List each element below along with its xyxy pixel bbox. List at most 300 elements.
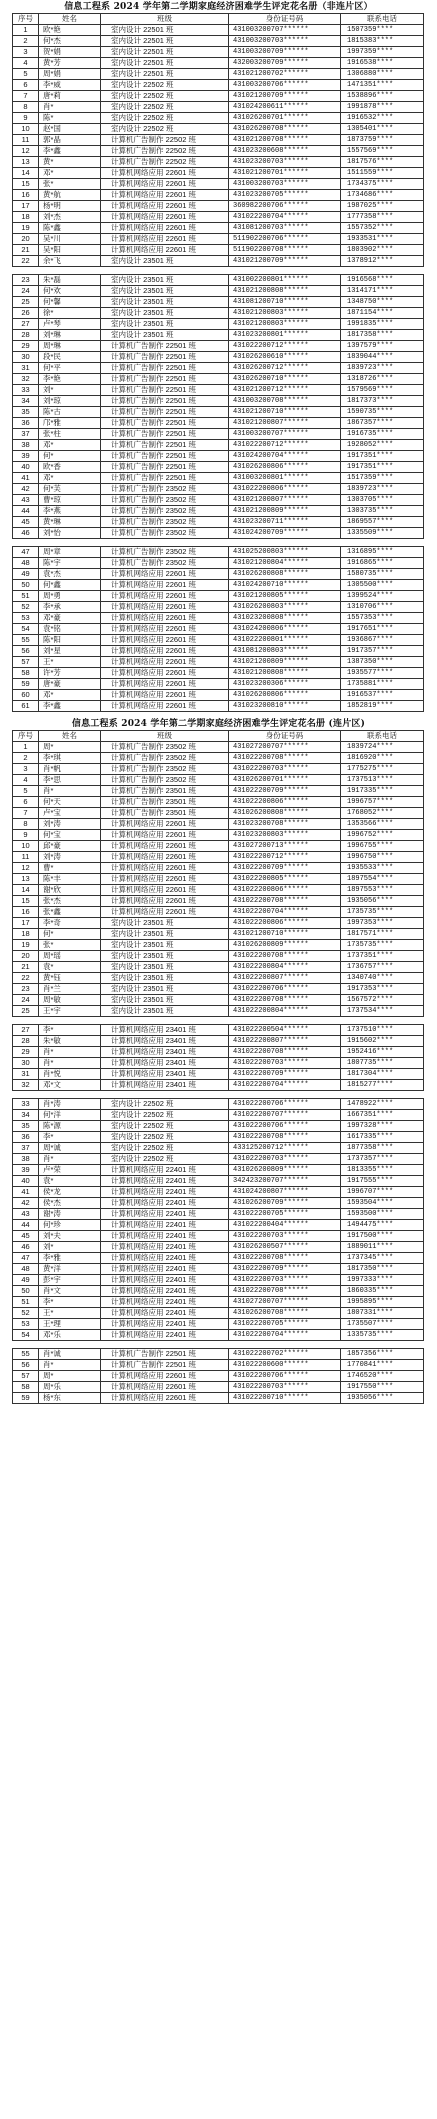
cell-id: 431022200709****** — [229, 1069, 341, 1080]
table-row — [13, 157, 424, 168]
table-row — [13, 547, 424, 558]
table-row — [13, 363, 424, 374]
table-row — [13, 1121, 424, 1132]
cell-no: 48 — [13, 558, 39, 569]
cell-name: 贺*娟 — [39, 47, 101, 58]
cell-phone: 1353566**** — [341, 819, 424, 830]
cell-id: 431022200709****** — [229, 786, 341, 797]
table-row — [13, 1058, 424, 1069]
cell-class: 室内设计 23501 班 — [101, 275, 229, 286]
cell-phone: 1777358**** — [341, 212, 424, 223]
cell-name: 刘*夫 — [39, 1231, 101, 1242]
cell-id: 431022200703****** — [229, 1231, 341, 1242]
cell-class: 计算机网络应用 22601 班 — [101, 613, 229, 624]
table-row — [13, 190, 424, 201]
cell-no: 35 — [13, 1121, 39, 1132]
cell-no: 10 — [13, 124, 39, 135]
cell-id: 431022200703****** — [229, 1382, 341, 1393]
cell-id: 431023200711****** — [229, 517, 341, 528]
cell-no: 7 — [13, 91, 39, 102]
header-phone: 联系电话 — [341, 731, 424, 742]
cell-class: 室内设计 22502 班 — [101, 1143, 229, 1154]
cell-name: 袁* — [39, 1176, 101, 1187]
cell-name: 肖* — [39, 1360, 101, 1371]
cell-class: 计算机网络应用 22601 班 — [101, 819, 229, 830]
cell-phone: 1303735**** — [341, 506, 424, 517]
cell-no: 58 — [13, 1382, 39, 1393]
cell-name: 李* — [39, 1297, 101, 1308]
cell-class: 计算机广告制作 23501 班 — [101, 808, 229, 819]
cell-id: 431081200710****** — [229, 297, 341, 308]
cell-id: 431081200803****** — [229, 646, 341, 657]
cell-id: 431026200808****** — [229, 569, 341, 580]
cell-class: 室内设计 22501 班 — [101, 36, 229, 47]
table-row — [13, 275, 424, 286]
table-row — [13, 1080, 424, 1091]
cell-id: 431022200708****** — [229, 896, 341, 907]
cell-no: 12 — [13, 146, 39, 157]
cell-no: 10 — [13, 841, 39, 852]
table-row — [13, 624, 424, 635]
cell-name: 王*理 — [39, 1319, 101, 1330]
cell-name: 周*章 — [39, 547, 101, 558]
cell-no: 35 — [13, 407, 39, 418]
header-no: 序号 — [13, 731, 39, 742]
cell-id: 433125200712****** — [229, 1143, 341, 1154]
cell-no: 49 — [13, 1275, 39, 1286]
cell-id: 431022200404****** — [229, 1220, 341, 1231]
cell-name: 邓* — [39, 168, 101, 179]
cell-name: 张*鑫 — [39, 907, 101, 918]
cell-class: 计算机广告制作 22501 班 — [101, 374, 229, 385]
cell-no: 21 — [13, 245, 39, 256]
cell-no: 51 — [13, 591, 39, 602]
cell-class: 计算机网络应用 22601 班 — [101, 646, 229, 657]
cell-phone: 1889011**** — [341, 1242, 424, 1253]
cell-class: 室内设计 22501 班 — [101, 25, 229, 36]
cell-class: 室内设计 22502 班 — [101, 91, 229, 102]
cell-id: 431023200306****** — [229, 679, 341, 690]
cell-class: 计算机广告制作 23502 班 — [101, 558, 229, 569]
cell-name: 何*杰 — [39, 36, 101, 47]
cell-phone: 1735507**** — [341, 1319, 424, 1330]
cell-id: 431022200708****** — [229, 1286, 341, 1297]
cell-phone: 1917500**** — [341, 1231, 424, 1242]
cell-class: 计算机广告制作 23502 班 — [101, 495, 229, 506]
table-row — [13, 396, 424, 407]
table-row — [13, 1275, 424, 1286]
cell-no: 20 — [13, 951, 39, 962]
cell-no: 57 — [13, 1371, 39, 1382]
cell-no: 16 — [13, 190, 39, 201]
cell-no: 54 — [13, 624, 39, 635]
cell-id: 431024200709****** — [229, 528, 341, 539]
cell-id: 431021200709****** — [229, 91, 341, 102]
table-row — [13, 135, 424, 146]
cell-no: 55 — [13, 1349, 39, 1360]
cell-name: 黄*钰 — [39, 973, 101, 984]
cell-name: 朱*磊 — [39, 275, 101, 286]
cell-no: 52 — [13, 602, 39, 613]
cell-class: 计算机网络应用 22401 班 — [101, 1187, 229, 1198]
cell-id: 431024200710****** — [229, 580, 341, 591]
table-row — [13, 168, 424, 179]
table-row — [13, 863, 424, 874]
cell-id: 431026200712****** — [229, 363, 341, 374]
table-row — [13, 918, 424, 929]
cell-id: 431022200708****** — [229, 1047, 341, 1058]
cell-no: 26 — [13, 308, 39, 319]
cell-name: 徐* — [39, 308, 101, 319]
cell-class: 计算机网络应用 23401 班 — [101, 1080, 229, 1091]
header-phone: 联系电话 — [341, 14, 424, 25]
cell-phone: 1917651**** — [341, 624, 424, 635]
cell-no: 34 — [13, 396, 39, 407]
cell-class: 室内设计 22502 班 — [101, 1110, 229, 1121]
cell-phone: 1917351**** — [341, 451, 424, 462]
cell-class: 计算机网络应用 22401 班 — [101, 1209, 229, 1220]
cell-name: 何* — [39, 451, 101, 462]
cell-no: 38 — [13, 440, 39, 451]
cell-class: 计算机网络应用 22401 班 — [101, 1275, 229, 1286]
cell-id: 431022200804****** — [229, 962, 341, 973]
cell-phone: 1817373**** — [341, 396, 424, 407]
cell-class: 计算机网络应用 22601 班 — [101, 668, 229, 679]
cell-no: 23 — [13, 275, 39, 286]
table-row — [13, 1047, 424, 1058]
cell-class: 计算机网络应用 22601 班 — [101, 602, 229, 613]
cell-phone: 1813355**** — [341, 1165, 424, 1176]
cell-class: 计算机网络应用 23401 班 — [101, 1025, 229, 1036]
cell-no: 22 — [13, 973, 39, 984]
cell-id: 431021200808****** — [229, 286, 341, 297]
cell-phone: 1538896**** — [341, 91, 424, 102]
table-row — [13, 1165, 424, 1176]
cell-name: 陈* — [39, 113, 101, 124]
cell-phone: 1348750**** — [341, 297, 424, 308]
cell-class: 计算机广告制作 22501 班 — [101, 440, 229, 451]
cell-no: 60 — [13, 690, 39, 701]
cell-id: 431023200808****** — [229, 613, 341, 624]
header-row — [13, 14, 424, 25]
cell-phone: 1916568**** — [341, 275, 424, 286]
table-row — [13, 58, 424, 69]
cell-name: 刘*涛 — [39, 852, 101, 863]
cell-id: 431021200805****** — [229, 591, 341, 602]
table-row — [13, 374, 424, 385]
table-row — [13, 613, 424, 624]
cell-name: 刘*涛 — [39, 819, 101, 830]
cell-phone: 1737513**** — [341, 775, 424, 786]
cell-phone: 1952416**** — [341, 1047, 424, 1058]
cell-class: 计算机广告制作 22501 班 — [101, 429, 229, 440]
cell-no: 31 — [13, 1069, 39, 1080]
cell-phone: 1817571**** — [341, 929, 424, 940]
table-row — [13, 1069, 424, 1080]
cell-id: 431081200703****** — [229, 223, 341, 234]
cell-no: 42 — [13, 484, 39, 495]
cell-id: 431022200807****** — [229, 1036, 341, 1047]
cell-name: 许*芳 — [39, 668, 101, 679]
cell-no: 52 — [13, 1308, 39, 1319]
cell-phone: 1987025**** — [341, 201, 424, 212]
cell-id: 431022200806****** — [229, 885, 341, 896]
table-row — [13, 951, 424, 962]
cell-id: 431003200707****** — [229, 25, 341, 36]
cell-phone: 1557353**** — [341, 613, 424, 624]
cell-phone: 1667351**** — [341, 1110, 424, 1121]
cell-no: 30 — [13, 352, 39, 363]
cell-id: 342423200707****** — [229, 1176, 341, 1187]
cell-no: 29 — [13, 1047, 39, 1058]
cell-name: 李*威 — [39, 80, 101, 91]
cell-id: 431022200710****** — [229, 1393, 341, 1404]
cell-phone: 1917555**** — [341, 1176, 424, 1187]
cell-phone: 1314171**** — [341, 286, 424, 297]
cell-no: 47 — [13, 1253, 39, 1264]
table-row — [13, 896, 424, 907]
cell-name: 何*馨 — [39, 297, 101, 308]
cell-class: 室内设计 23501 班 — [101, 297, 229, 308]
cell-name: 曹* — [39, 863, 101, 874]
cell-id: 431021200807****** — [229, 495, 341, 506]
cell-no: 37 — [13, 429, 39, 440]
cell-phone: 1935056**** — [341, 1393, 424, 1404]
header-name: 姓名 — [39, 731, 101, 742]
header-id: 身份证号码 — [229, 731, 341, 742]
cell-class: 计算机网络应用 22601 班 — [101, 212, 229, 223]
cell-no: 15 — [13, 179, 39, 190]
cell-no: 2 — [13, 753, 39, 764]
table-row — [13, 591, 424, 602]
cell-name: 欧*艳 — [39, 25, 101, 36]
table-row — [13, 418, 424, 429]
table-row — [13, 484, 424, 495]
cell-id: 431003200706****** — [229, 80, 341, 91]
cell-phone: 1803902**** — [341, 245, 424, 256]
header-name: 姓名 — [39, 14, 101, 25]
cell-id: 431027200707****** — [229, 1297, 341, 1308]
cell-no: 56 — [13, 646, 39, 657]
cell-class: 室内设计 23501 班 — [101, 984, 229, 995]
cell-no: 30 — [13, 1058, 39, 1069]
cell-name: 李*鑫 — [39, 701, 101, 712]
cell-id: 431021200708****** — [229, 135, 341, 146]
cell-name: 邝*雅 — [39, 418, 101, 429]
cell-phone: 1996750**** — [341, 852, 424, 863]
cell-class: 计算机网络应用 22601 班 — [101, 841, 229, 852]
cell-class: 计算机网络应用 22401 班 — [101, 1308, 229, 1319]
cell-no: 45 — [13, 1231, 39, 1242]
cell-class: 室内设计 23501 班 — [101, 256, 229, 267]
cell-class: 计算机网络应用 22601 班 — [101, 223, 229, 234]
cell-class: 计算机网络应用 22401 班 — [101, 1198, 229, 1209]
cell-class: 计算机广告制作 23502 班 — [101, 775, 229, 786]
cell-phone: 1768052**** — [341, 808, 424, 819]
cell-name: 何*天 — [39, 797, 101, 808]
cell-id: 431024200611****** — [229, 102, 341, 113]
cell-class: 计算机网络应用 22601 班 — [101, 830, 229, 841]
cell-no: 11 — [13, 135, 39, 146]
cell-name: 周*娟 — [39, 69, 101, 80]
cell-name: 赵*国 — [39, 124, 101, 135]
cell-phone: 1593500**** — [341, 1209, 424, 1220]
table-row — [13, 602, 424, 613]
cell-no: 25 — [13, 1006, 39, 1017]
table-row — [13, 635, 424, 646]
table-row — [13, 679, 424, 690]
cell-phone: 1305500**** — [341, 580, 424, 591]
cell-no: 59 — [13, 679, 39, 690]
cell-phone: 1839724**** — [341, 742, 424, 753]
cell-name: 肖*帆 — [39, 764, 101, 775]
table-row — [13, 308, 424, 319]
cell-class: 计算机网络应用 22601 班 — [101, 1393, 229, 1404]
cell-phone: 1807735**** — [341, 1058, 424, 1069]
header-class: 班级 — [101, 731, 229, 742]
cell-id: 431022200704****** — [229, 212, 341, 223]
cell-name: 朱*敏 — [39, 1036, 101, 1047]
table-row — [13, 940, 424, 951]
cell-no: 1 — [13, 25, 39, 36]
table-row — [13, 223, 424, 234]
cell-id: 431023200803****** — [229, 830, 341, 841]
cell-id: 431023200801****** — [229, 330, 341, 341]
cell-no: 46 — [13, 528, 39, 539]
cell-no: 49 — [13, 569, 39, 580]
table-row — [13, 1382, 424, 1393]
cell-no: 9 — [13, 113, 39, 124]
cell-name: 黄*洋 — [39, 1264, 101, 1275]
cell-class: 计算机广告制作 22501 班 — [101, 1349, 229, 1360]
cell-id: 431022200708****** — [229, 951, 341, 962]
cell-no: 14 — [13, 168, 39, 179]
cell-id: 431026200708****** — [229, 124, 341, 135]
table-row — [13, 907, 424, 918]
cell-name: 袁*铭 — [39, 624, 101, 635]
cell-id: 431022200504****** — [229, 1025, 341, 1036]
cell-name: 吴*阳 — [39, 245, 101, 256]
table-row — [13, 742, 424, 753]
cell-name: 肖* — [39, 1058, 101, 1069]
cell-no: 7 — [13, 808, 39, 819]
cell-no: 17 — [13, 918, 39, 929]
cell-name: 周*勇 — [39, 591, 101, 602]
cell-no: 3 — [13, 764, 39, 775]
cell-class: 室内设计 23501 班 — [101, 962, 229, 973]
cell-phone: 1617335**** — [341, 1132, 424, 1143]
cell-name: 刘* — [39, 1242, 101, 1253]
cell-name: 周*瑶 — [39, 951, 101, 962]
cell-class: 计算机网络应用 22601 班 — [101, 874, 229, 885]
cell-name: 陈*阳 — [39, 635, 101, 646]
table-row — [13, 124, 424, 135]
table-row — [13, 517, 424, 528]
cell-name: 黄*芳 — [39, 58, 101, 69]
cell-class: 计算机网络应用 22601 班 — [101, 690, 229, 701]
cell-phone: 1928052**** — [341, 440, 424, 451]
table-row — [13, 1187, 424, 1198]
cell-name: 张*柱 — [39, 429, 101, 440]
cell-id: 431003200801****** — [229, 473, 341, 484]
cell-name: 李*承 — [39, 602, 101, 613]
cell-no: 40 — [13, 1176, 39, 1187]
cell-id: 431022200702****** — [229, 1349, 341, 1360]
cell-name: 肖* — [39, 1154, 101, 1165]
cell-phone: 1340740**** — [341, 973, 424, 984]
cell-class: 计算机网络应用 22401 班 — [101, 1264, 229, 1275]
table-row — [13, 841, 424, 852]
cell-class: 室内设计 22502 班 — [101, 1132, 229, 1143]
cell-no: 47 — [13, 547, 39, 558]
cell-id: 431022200705****** — [229, 1319, 341, 1330]
cell-name: 卢*宝 — [39, 808, 101, 819]
cell-phone: 1557352**** — [341, 223, 424, 234]
group-gap — [13, 539, 424, 547]
cell-name: 李*雅 — [39, 1253, 101, 1264]
cell-phone: 1817350**** — [341, 1264, 424, 1275]
cell-no: 33 — [13, 385, 39, 396]
cell-phone: 1579569**** — [341, 385, 424, 396]
cell-name: 王* — [39, 1308, 101, 1319]
cell-name: 欧*香 — [39, 462, 101, 473]
cell-no: 3 — [13, 47, 39, 58]
cell-id: 431024200704****** — [229, 451, 341, 462]
cell-class: 计算机网络应用 22401 班 — [101, 1220, 229, 1231]
cell-no: 18 — [13, 212, 39, 223]
table-row — [13, 1198, 424, 1209]
cell-phone: 1471351**** — [341, 80, 424, 91]
cell-name: 陈*宇 — [39, 558, 101, 569]
cell-phone: 1936867**** — [341, 635, 424, 646]
cell-phone: 1737510**** — [341, 1025, 424, 1036]
table-row — [13, 1176, 424, 1187]
cell-no: 31 — [13, 363, 39, 374]
table-row — [13, 1297, 424, 1308]
table-row — [13, 451, 424, 462]
table-row — [13, 113, 424, 124]
cell-name: 侯*杰 — [39, 1198, 101, 1209]
cell-class: 计算机广告制作 22502 班 — [101, 157, 229, 168]
table-row — [13, 929, 424, 940]
cell-phone: 1997328**** — [341, 1121, 424, 1132]
cell-id: 431026200809****** — [229, 940, 341, 951]
cell-class: 计算机网络应用 22601 班 — [101, 679, 229, 690]
cell-name: 刘*星 — [39, 646, 101, 657]
cell-name: 何*宝 — [39, 830, 101, 841]
cell-phone: 1997333**** — [341, 1275, 424, 1286]
cell-phone: 1991835**** — [341, 319, 424, 330]
cell-phone: 1303705**** — [341, 495, 424, 506]
table-row — [13, 668, 424, 679]
cell-class: 计算机网络应用 22601 班 — [101, 179, 229, 190]
cell-name: 何*平 — [39, 363, 101, 374]
cell-no: 44 — [13, 506, 39, 517]
cell-no: 40 — [13, 462, 39, 473]
table-row — [13, 580, 424, 591]
cell-class: 计算机广告制作 22501 班 — [101, 396, 229, 407]
cell-phone: 1860335**** — [341, 1286, 424, 1297]
cell-no: 24 — [13, 995, 39, 1006]
cell-id: 431021200709****** — [229, 256, 341, 267]
cell-no: 15 — [13, 896, 39, 907]
cell-name: 何*芙 — [39, 484, 101, 495]
cell-id: 431002200801****** — [229, 275, 341, 286]
cell-no: 16 — [13, 907, 39, 918]
cell-phone: 1995895**** — [341, 1297, 424, 1308]
cell-id: 431026200709****** — [229, 1198, 341, 1209]
table-row — [13, 1319, 424, 1330]
